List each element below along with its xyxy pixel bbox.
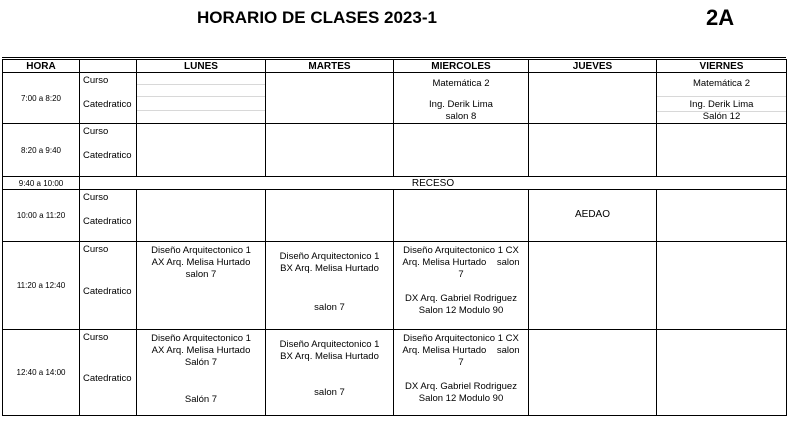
label-cell (80, 124, 137, 177)
room: Salón 7 (184, 357, 218, 368)
cell-viernes (657, 73, 787, 124)
curso-label: Curso (83, 244, 109, 255)
catedratico-label: Catedratico (83, 150, 132, 161)
cell-miercoles (394, 124, 529, 177)
instructor: Ing. Derik Lima (429, 99, 493, 110)
cell-martes (266, 73, 394, 124)
cell-jueves (529, 124, 657, 177)
header-viernes: VIERNES (657, 60, 787, 73)
header-jueves: JUEVES (529, 60, 657, 73)
hora-cell: 7:00 a 8:20 (3, 73, 80, 124)
curso-label: Curso (83, 126, 109, 137)
room: salon 7 (314, 302, 345, 313)
cell-jueves (529, 190, 657, 242)
cell-viernes (657, 190, 787, 242)
header-blank (80, 60, 137, 73)
label-cell (80, 242, 137, 330)
cell-miercoles (394, 190, 529, 242)
cell-miercoles (394, 242, 529, 330)
room: salon 7 (314, 387, 345, 398)
instructor: BX Arq. Melisa Hurtado (280, 351, 379, 362)
course-name: Diseño Arquitectonico 1 (151, 333, 251, 344)
course-name: Diseño Arquitectonico 1 CX (403, 333, 519, 344)
instructor: Arq. Melisa Hurtado salon (402, 345, 520, 356)
label-cell (80, 73, 137, 124)
hora-cell: 10:00 a 11:20 (3, 190, 80, 242)
cell-miercoles (394, 330, 529, 416)
header-hora: HORA (3, 60, 80, 73)
room: salon 7 (185, 269, 217, 280)
cell-martes (266, 190, 394, 242)
cell-lunes (137, 242, 266, 330)
cell-jueves (529, 330, 657, 416)
instructor: AX Arq. Melisa Hurtado (151, 257, 251, 268)
course-name: Matemática 2 (432, 78, 490, 89)
catedratico-label: Catedratico (83, 373, 132, 384)
cell-lunes (137, 190, 266, 242)
table-row (3, 73, 787, 124)
room: 7 (458, 357, 464, 368)
course-name: Diseño Arquitectonico 1 CX (403, 245, 519, 256)
cell-martes (266, 242, 394, 330)
cell-jueves (529, 242, 657, 330)
table-row (3, 242, 787, 330)
room-2: Salón 7 (184, 394, 218, 405)
cell-jueves (529, 73, 657, 124)
curso-label: Curso (83, 75, 109, 86)
room: salon 8 (445, 111, 477, 122)
curso-label: Curso (83, 332, 109, 343)
schedule-table (2, 59, 787, 416)
cell-martes (266, 124, 394, 177)
hora-cell: 8:20 a 9:40 (3, 124, 80, 177)
cell-martes (266, 330, 394, 416)
header-lunes: LUNES (137, 60, 266, 73)
course-name: Diseño Arquitectonico 1 (279, 251, 380, 262)
table-row (3, 190, 787, 242)
course-name: Diseño Arquitectonico 1 (279, 339, 380, 350)
instructor-2: DX Arq. Gabriel Rodriguez (405, 293, 517, 304)
header-row (3, 60, 787, 73)
cell-viernes (657, 330, 787, 416)
cell-lunes (137, 73, 266, 124)
table-row (3, 330, 787, 416)
hora-cell: 12:40 a 14:00 (3, 330, 80, 416)
instructor: AX Arq. Melisa Hurtado (151, 345, 251, 356)
table-row (3, 124, 787, 177)
label-cell (80, 330, 137, 416)
header-miercoles: MIERCOLES (394, 60, 529, 73)
cell-viernes (657, 124, 787, 177)
room: 7 (458, 269, 464, 280)
catedratico-label: Catedratico (83, 216, 132, 227)
receso-cell: RECESO (80, 177, 787, 190)
instructor: Ing. Derik Lima (689, 99, 754, 110)
cell-lunes (137, 330, 266, 416)
course-name: Matemática 2 (692, 78, 751, 89)
curso-label: Curso (83, 192, 109, 203)
header-martes: MARTES (266, 60, 394, 73)
course-name: Diseño Arquitectonico 1 (151, 245, 251, 256)
room-2: Salon 12 Modulo 90 (418, 305, 504, 316)
course-name: AEDAO (574, 209, 610, 220)
cell-viernes (657, 242, 787, 330)
hora-cell: 11:20 a 12:40 (3, 242, 80, 330)
top-divider (2, 57, 786, 58)
room-2: Salon 12 Modulo 90 (418, 393, 504, 404)
label-cell (80, 190, 137, 242)
cell-miercoles (394, 73, 529, 124)
hora-cell: 9:40 a 10:00 (3, 177, 80, 190)
room: Salón 12 (702, 111, 741, 122)
catedratico-label: Catedratico (83, 99, 132, 110)
instructor-2: DX Arq. Gabriel Rodriguez (405, 381, 517, 392)
instructor: Arq. Melisa Hurtado salon (402, 257, 520, 268)
table-row (3, 177, 787, 190)
group-label: 2A (706, 5, 735, 30)
instructor: BX Arq. Melisa Hurtado (280, 263, 379, 274)
page-title: HORARIO DE CLASES 2023-1 (197, 8, 437, 27)
cell-lunes (137, 124, 266, 177)
catedratico-label: Catedratico (83, 286, 132, 297)
